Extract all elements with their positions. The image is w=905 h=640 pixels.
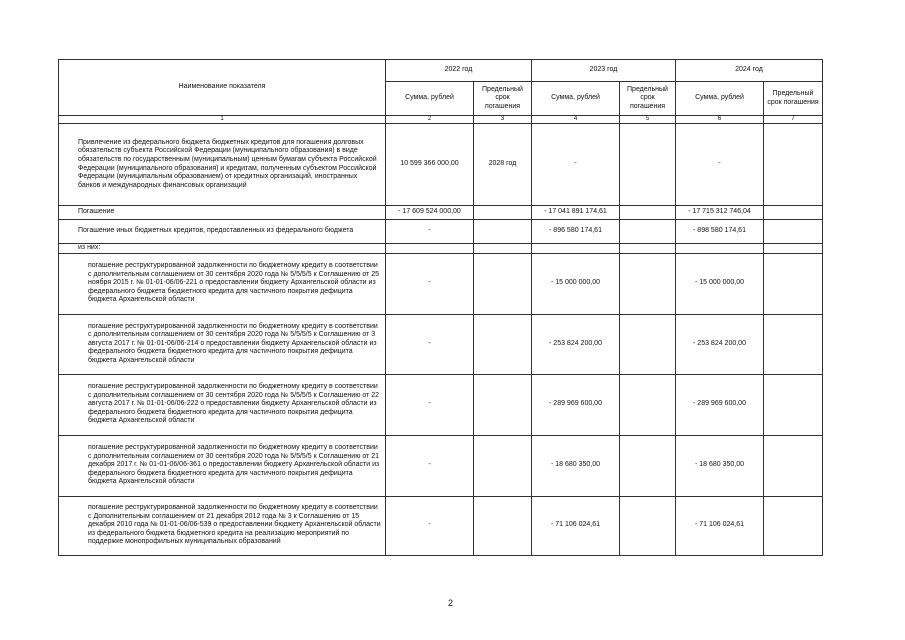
sum-2022-cell: - (386, 253, 474, 314)
term-2024-cell (764, 220, 823, 244)
term-2024-cell (764, 124, 823, 206)
sum-2022-cell: 10 599 366 000,00 (386, 124, 474, 206)
col-number: 5 (620, 116, 676, 124)
header-sum-2024: Сумма, рублей (676, 82, 764, 116)
sum-2024-cell: - 289 969 600,00 (676, 374, 764, 435)
term-2023-cell (620, 253, 676, 314)
header-year-2023: 2023 год (532, 60, 676, 82)
term-2023-cell (620, 314, 676, 374)
table-row (59, 220, 823, 244)
sum-2024-cell: - 18 680 350,00 (676, 435, 764, 496)
sum-2023-cell: - 289 969 600,00 (532, 374, 620, 435)
col-number: 7 (764, 116, 823, 124)
table-row (59, 435, 823, 496)
sum-2023-cell: - 253 824 200,00 (532, 314, 620, 374)
sum-2024-cell: - 17 715 312 746,04 (676, 206, 764, 220)
term-2024-cell (764, 244, 823, 254)
indicator-name-cell: погашение реструктурированной задолженности по бюджетному кредиту в соответствии с Дополнительным соглашением от 21 декабря 2012 года № 3 к Соглашению от 15 декабря 2010 года № 01-01-06/06-539 о предоставлении бюджету Архангельской области из федерального бюджета бюджетного кредита на реализацию мероприятий по поддержке монопрофильных муниципальных образований (59, 496, 386, 555)
term-2022-cell (474, 253, 532, 314)
sum-2023-cell: - 17 041 891 174,61 (532, 206, 620, 220)
col-number: 6 (676, 116, 764, 124)
term-2022-cell (474, 314, 532, 374)
col-number: 3 (474, 116, 532, 124)
indicator-name-cell: Привлечение из федерального бюджета бюджетных кредитов для погашения долговых обязательств субъекта Российской Федерации (муниципального образования) в виде обязательств по государственным (муниципальным) ценным бумагам субъекта Российской Федерации (муниципального образования) и кредитам, полученным субъектом Российской Федерации (муниципальным образованием) от кредитных организаций, иностранных банков и международных финансовых организаций (59, 124, 386, 206)
term-2024-cell (764, 206, 823, 220)
indicator-name-cell: из них: (59, 244, 386, 254)
sum-2022-cell: - (386, 496, 474, 555)
page-number: 2 (448, 598, 454, 608)
term-2023-cell (620, 206, 676, 220)
sum-2024-cell: - (676, 124, 764, 206)
sum-2023-cell: - (532, 124, 620, 206)
header-year-2024: 2024 год (676, 60, 823, 82)
sum-2024-cell (676, 244, 764, 254)
term-2022-cell (474, 496, 532, 555)
term-2022-cell: 2028 год (474, 124, 532, 206)
term-2024-cell (764, 253, 823, 314)
term-2022-cell (474, 220, 532, 244)
term-2023-cell (620, 220, 676, 244)
sum-2024-cell: - 71 106 024,61 (676, 496, 764, 555)
term-2023-cell (620, 244, 676, 254)
sum-2022-cell: - (386, 374, 474, 435)
term-2023-cell (620, 496, 676, 555)
sum-2022-cell: - (386, 220, 474, 244)
header-indicator-name: Наименование показателя (59, 60, 386, 116)
budget-credits-table (58, 59, 823, 556)
sum-2023-cell: - 18 680 350,00 (532, 435, 620, 496)
table-row (59, 496, 823, 555)
header-term-2023: Предельный срок погашения (620, 82, 676, 116)
table-row (59, 124, 823, 206)
term-2022-cell (474, 206, 532, 220)
term-2023-cell (620, 435, 676, 496)
indicator-name-cell: погашение реструктурированной задолженности по бюджетному кредиту в соответствии с дополнительным соглашением от 30 сентября 2020 года № 5/5/5/5 к Соглашению от 22 августа 2017 г. № 01-01-06/06-222 о предоставлении бюджету Архангельской области из федерального бюджета бюджетного кредита для частичного покрытия дефицита бюджета Архангельской области (59, 374, 386, 435)
col-number: 1 (59, 116, 386, 124)
indicator-name-cell: Погашение (59, 206, 386, 220)
indicator-name-cell: Погашение иных бюджетных кредитов, предоставленных из федерального бюджета (59, 220, 386, 244)
sum-2023-cell (532, 244, 620, 254)
term-2024-cell (764, 435, 823, 496)
table-row (59, 206, 823, 220)
sum-2022-cell: - (386, 314, 474, 374)
term-2024-cell (764, 314, 823, 374)
term-2022-cell (474, 244, 532, 254)
term-2024-cell (764, 374, 823, 435)
sum-2024-cell: - 898 580 174,61 (676, 220, 764, 244)
table-row (59, 374, 823, 435)
header-term-2024: Предельный срок погашения (764, 82, 823, 116)
sum-2022-cell (386, 244, 474, 254)
table-row (59, 253, 823, 314)
indicator-name-cell: погашение реструктурированной задолженности по бюджетному кредиту в соответствии с дополнительным соглашением от 30 сентября 2020 года № 5/5/5/5 к Соглашению от 25 ноября 2015 г. № 01-01-06/06-221 о предоставлении бюджету Архангельской области из федерального бюджета бюджетного кредита для частичного покрытия дефицита бюджета Архангельской области (59, 253, 386, 314)
sum-2024-cell: - 253 824 200,00 (676, 314, 764, 374)
header-term-2022: Предельный срок погашения (474, 82, 532, 116)
sum-2023-cell: - 71 106 024,61 (532, 496, 620, 555)
header-sum-2023: Сумма, рублей (532, 82, 620, 116)
term-2023-cell (620, 124, 676, 206)
term-2022-cell (474, 374, 532, 435)
indicator-name-cell: погашение реструктурированной задолженности по бюджетному кредиту в соответствии с дополнительным соглашением от 30 сентября 2020 года № 5/5/5/5 к Соглашению от 3 августа 2017 г. № 01-01-06/06-214 о предоставлении бюджету Архангельской области из федерального бюджета бюджетного кредита для частичного покрытия дефицита бюджета Архангельской области (59, 314, 386, 374)
sum-2022-cell: - (386, 435, 474, 496)
col-number: 4 (532, 116, 620, 124)
sum-2023-cell: - 896 580 174,61 (532, 220, 620, 244)
sum-2023-cell: - 15 000 000,00 (532, 253, 620, 314)
term-2024-cell (764, 496, 823, 555)
table-row (59, 244, 823, 254)
col-number: 2 (386, 116, 474, 124)
term-2022-cell (474, 435, 532, 496)
table-row (59, 314, 823, 374)
sum-2024-cell: - 15 000 000,00 (676, 253, 764, 314)
term-2023-cell (620, 374, 676, 435)
header-year-2022: 2022 год (386, 60, 532, 82)
sum-2022-cell: - 17 609 524 000,00 (386, 206, 474, 220)
header-sum-2022: Сумма, рублей (386, 82, 474, 116)
indicator-name-cell: погашение реструктурированной задолженности по бюджетному кредиту в соответствии с дополнительным соглашением от 30 сентября 2020 года № 5/5/5/5 к Соглашению от 21 декабря 2017 г. № 01-01-06/06-361 о предоставлении бюджету Архангельской области из федерального бюджета бюджетного кредита для частичного покрытия дефицита бюджета Архангельской области (59, 435, 386, 496)
